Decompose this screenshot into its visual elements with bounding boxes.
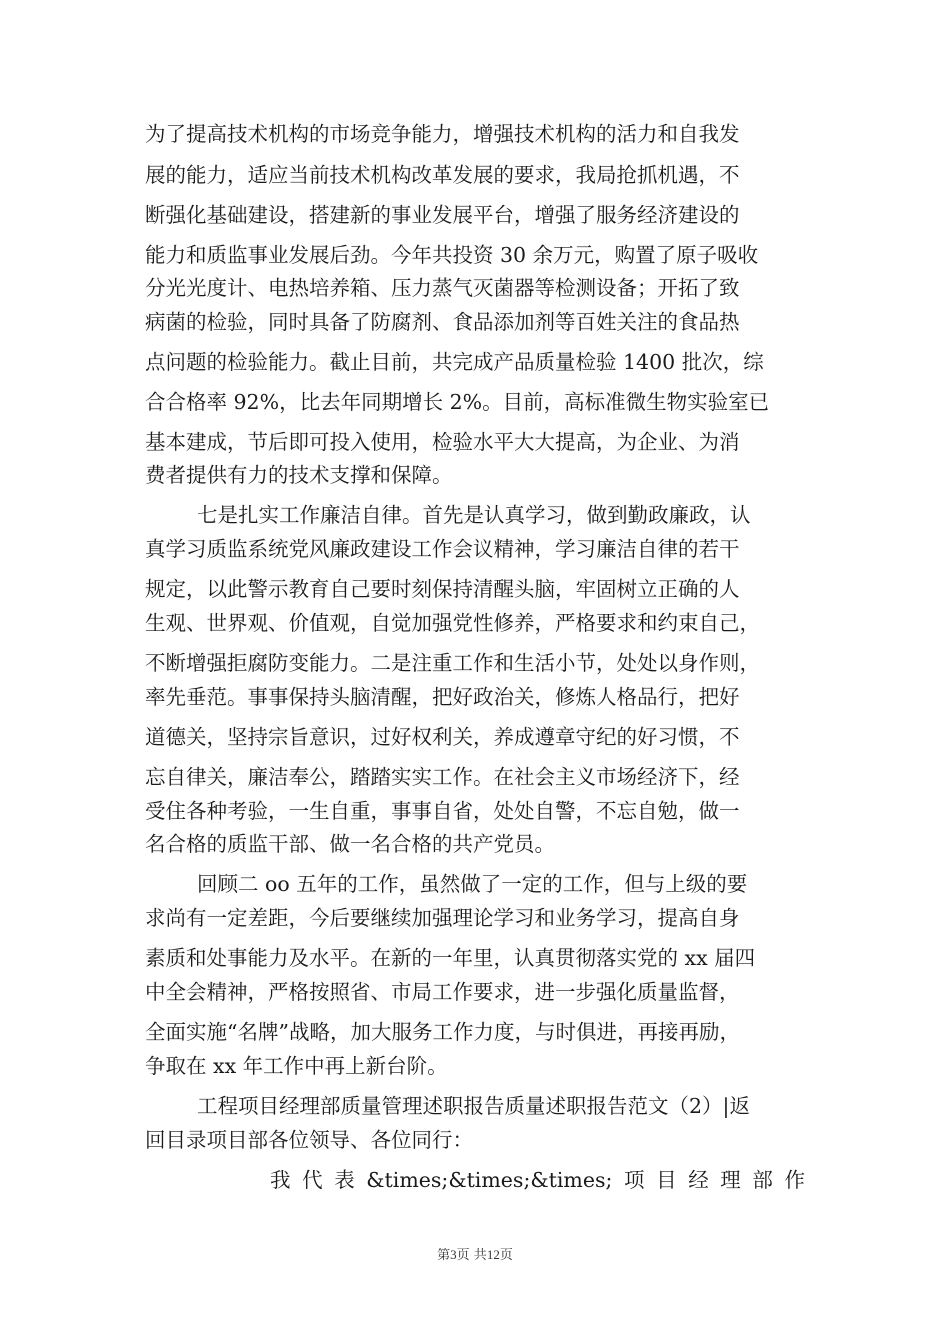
text-token: &times;&times;&times; bbox=[366, 1168, 613, 1192]
text-line: 道德关，坚持宗旨意识，过好权利关，养成遵章守纪的好习惯，不 bbox=[145, 725, 740, 749]
justified-text-line bbox=[270, 1163, 805, 1197]
text-line: 七是扎实工作廉洁自律。首先是认真学习，做到勤政廉政，认 bbox=[197, 503, 751, 527]
text-token: 项 bbox=[624, 1168, 645, 1192]
text-line: 基本建成，节后即可投入使用，检验水平大大提高，为企业、为消 bbox=[145, 430, 740, 454]
text-line: 病菌的检验，同时具备了防腐剂、食品添加剂等百姓关注的食品热 bbox=[145, 310, 740, 334]
text-line: 求尚有一定差距，今后要继续加强理论学习和业务学习，提高自身 bbox=[145, 906, 740, 930]
text-line: 为了提高技术机构的市场竞争能力，增强技术机构的活力和自我发 bbox=[145, 122, 740, 146]
text-token: 部 bbox=[752, 1168, 773, 1192]
text-line: 合合格率 92%，比去年同期增长 2%。目前，高标准微生物实验室已 bbox=[145, 390, 770, 414]
current-page-number: 3 bbox=[450, 1247, 457, 1262]
text-line: 名合格的质监干部、做一名合格的共产党员。 bbox=[145, 832, 555, 856]
text-line: 全面实施“名牌”战略，加大服务工作力度，与时俱进，再接再励， bbox=[145, 1020, 740, 1044]
total-pages-number: 12 bbox=[486, 1247, 500, 1262]
text-line: 率先垂范。事事保持头脑清醒，把好政治关，修炼人格品行，把好 bbox=[145, 685, 740, 709]
text-line: 受住各种考验，一生自重，事事自省，处处自警，不忘自勉，做一 bbox=[145, 799, 740, 823]
text-line: 规定，以此警示教育自己要时刻保持清醒头脑，牢固树立正确的人 bbox=[145, 577, 740, 601]
text-line: 争取在 xx 年工作中再上新台阶。 bbox=[145, 1054, 448, 1078]
footer-middle: 页 共 bbox=[456, 1248, 487, 1263]
text-token: 代 bbox=[302, 1168, 323, 1192]
text-token: 理 bbox=[720, 1168, 741, 1192]
text-line: 费者提供有力的技术支撑和保障。 bbox=[145, 463, 453, 487]
text-line: 能力和质监事业发展后劲。今年共投资 30 余万元，购置了原子吸收 bbox=[145, 243, 759, 267]
text-token: 目 bbox=[656, 1168, 677, 1192]
text-token: 我 bbox=[270, 1168, 291, 1192]
text-line: 展的能力，适应当前技术机构改革发展的要求，我局抢抓机遇，不 bbox=[145, 163, 740, 187]
text-line: 断强化基础建设，搭建新的事业发展平台，增强了服务经济建设的 bbox=[145, 203, 740, 227]
text-line: 分光光度计、电热培养箱、压力蒸气灭菌器等检测设备；开拓了致 bbox=[145, 276, 740, 300]
text-line: 工程项目经理部质量管理述职报告质量述职报告范文（2）|返 bbox=[197, 1094, 750, 1118]
text-line: 真学习质监系统党风廉政建设工作会议精神，学习廉洁自律的若干 bbox=[145, 537, 740, 561]
page-footer bbox=[0, 1246, 950, 1265]
text-line: 回目录项目部各位领导、各位同行： bbox=[145, 1128, 473, 1152]
footer-prefix: 第 bbox=[437, 1248, 451, 1263]
text-line: 不断增强拒腐防变能力。二是注重工作和生活小节，处处以身作则， bbox=[145, 651, 760, 675]
text-token: 经 bbox=[688, 1168, 709, 1192]
text-token: 作 bbox=[784, 1168, 805, 1192]
text-line: 素质和处事能力及水平。在新的一年里，认真贯彻落实党的 xx 届四 bbox=[145, 946, 756, 970]
text-token: 表 bbox=[334, 1168, 355, 1192]
text-line: 生观、世界观、价值观，自觉加强党性修养，严格要求和约束自己， bbox=[145, 611, 760, 635]
text-line: 忘自律关，廉洁奉公，踏踏实实工作。在社会主义市场经济下，经 bbox=[145, 765, 740, 789]
text-line: 回顾二 oo 五年的工作，虽然做了一定的工作，但与上级的要 bbox=[197, 872, 748, 896]
text-line: 点问题的检验能力。截止目前，共完成产品质量检验 1400 批次，综 bbox=[145, 350, 764, 374]
text-line: 中全会精神，严格按照省、市局工作要求，进一步强化质量监督， bbox=[145, 980, 740, 1004]
footer-suffix: 页 bbox=[499, 1248, 513, 1263]
